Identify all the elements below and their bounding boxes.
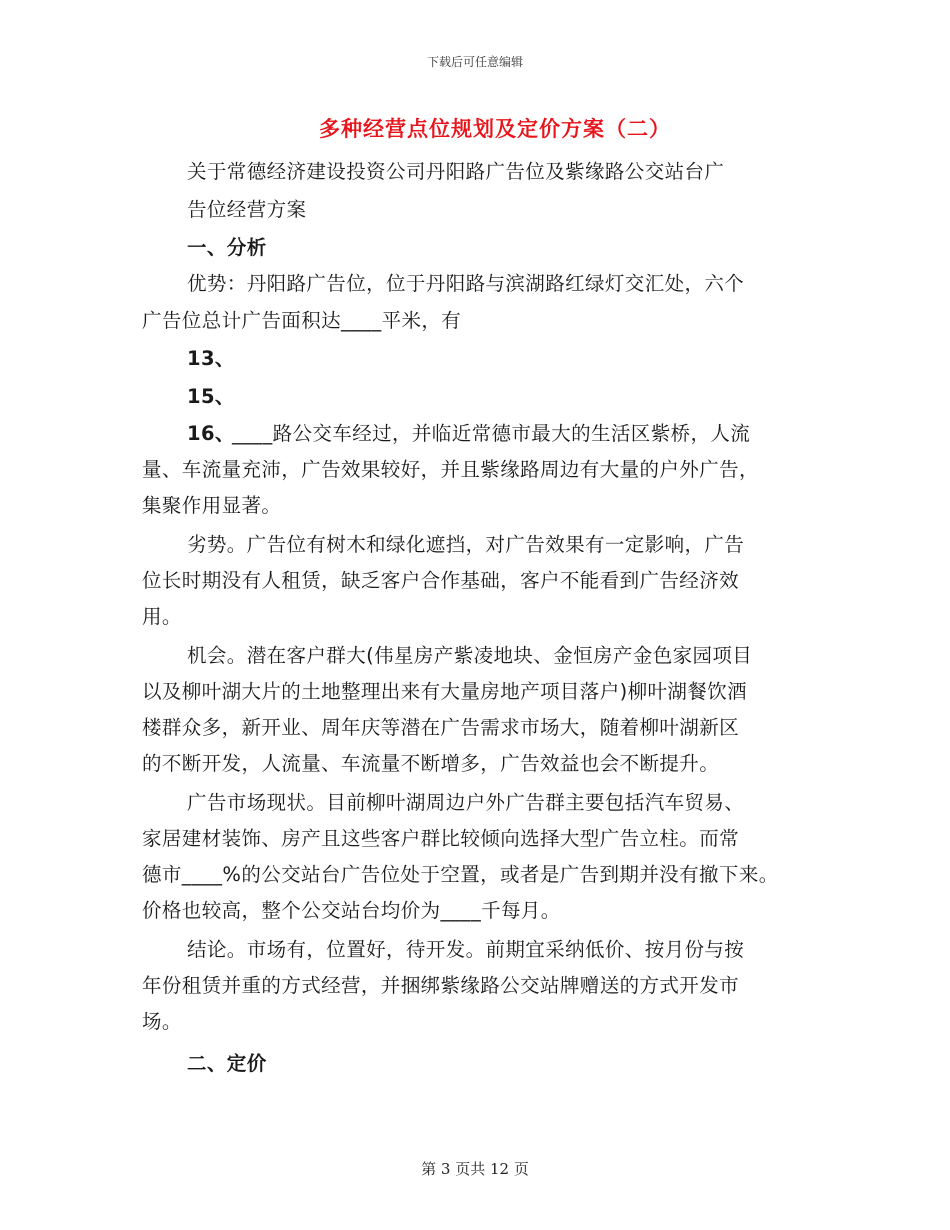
market-line-1: 广告市场现状。目前柳叶湖周边户外广告群主要包括汽车贸易、 xyxy=(187,791,745,814)
disadvantage-line-2: 位长时期没有人租赁，缺乏客户合作基础，客户不能看到广告经济效 xyxy=(142,569,740,592)
list-item-16-number: 16、 xyxy=(187,422,235,445)
page-footer: 第 3 页共 12 页 xyxy=(421,1160,529,1178)
advantage-line-1: 优势：丹阳路广告位，位于丹阳路与滨湖路红绿灯交汇处，六个 xyxy=(187,272,745,295)
item16-line-3: 集聚作用显著。 xyxy=(142,494,282,517)
advantage-line-2: 广告位总计广告面积达____平米，有 xyxy=(142,309,462,332)
opportunity-line-1: 机会。潜在客户群大(伟星房产紫凌地块、金恒房产金色家园项目 xyxy=(187,644,753,667)
disadvantage-line-1: 劣势。广告位有树木和绿化遮挡，对广告效果有一定影响，广告 xyxy=(187,533,745,556)
opportunity-line-2: 以及柳叶湖大片的土地整理出来有大量房地产项目落户)柳叶湖餐饮酒 xyxy=(142,680,748,703)
document-title: 多种经营点位规划及定价方案（二） xyxy=(319,117,671,141)
section-heading-pricing: 二、定价 xyxy=(187,1052,267,1075)
intro-line-1: 关于常德经济建设投资公司丹阳路广告位及紫缘路公交站台广 xyxy=(187,160,725,183)
page-header-note: 下载后可任意编辑 xyxy=(426,55,523,69)
conclusion-line-3: 场。 xyxy=(142,1010,182,1033)
opportunity-line-3: 楼群众多，新开业、周年庆等潜在广告需求市场大，随着柳叶湖新区 xyxy=(142,716,740,739)
item16-line-2: 量、车流量充沛，广告效果较好，并且紫缘路周边有大量的户外广告， xyxy=(142,458,759,481)
list-item-15: 15、 xyxy=(187,385,235,408)
conclusion-line-1: 结论。市场有，位置好，待开发。前期宜采纳低价、按月份与按 xyxy=(187,938,745,961)
item16-line-1: ____路公交车经过，并临近常德市最大的生活区紫桥，人流 xyxy=(232,422,751,445)
opportunity-line-4: 的不断开发，人流量、车流量不断增多，广告效益也会不断提升。 xyxy=(142,752,720,775)
disadvantage-line-3: 用。 xyxy=(142,605,182,628)
section-heading-analysis: 一、分析 xyxy=(187,236,267,259)
market-line-2: 家居建材装饰、房产且这些客户群比较倾向选择大型广告立柱。而常 xyxy=(142,827,740,850)
intro-line-2: 告位经营方案 xyxy=(187,198,307,221)
market-line-4: 价格也较高，整个公交站台均价为____千每月。 xyxy=(142,899,561,922)
list-item-13: 13、 xyxy=(187,347,235,370)
market-line-3: 德市____%的公交站台广告位处于空置，或者是广告到期并没有撤下来。 xyxy=(142,863,779,886)
conclusion-line-2: 年份租赁并重的方式经营，并捆绑紫缘路公交站牌赠送的方式开发市 xyxy=(142,974,740,997)
